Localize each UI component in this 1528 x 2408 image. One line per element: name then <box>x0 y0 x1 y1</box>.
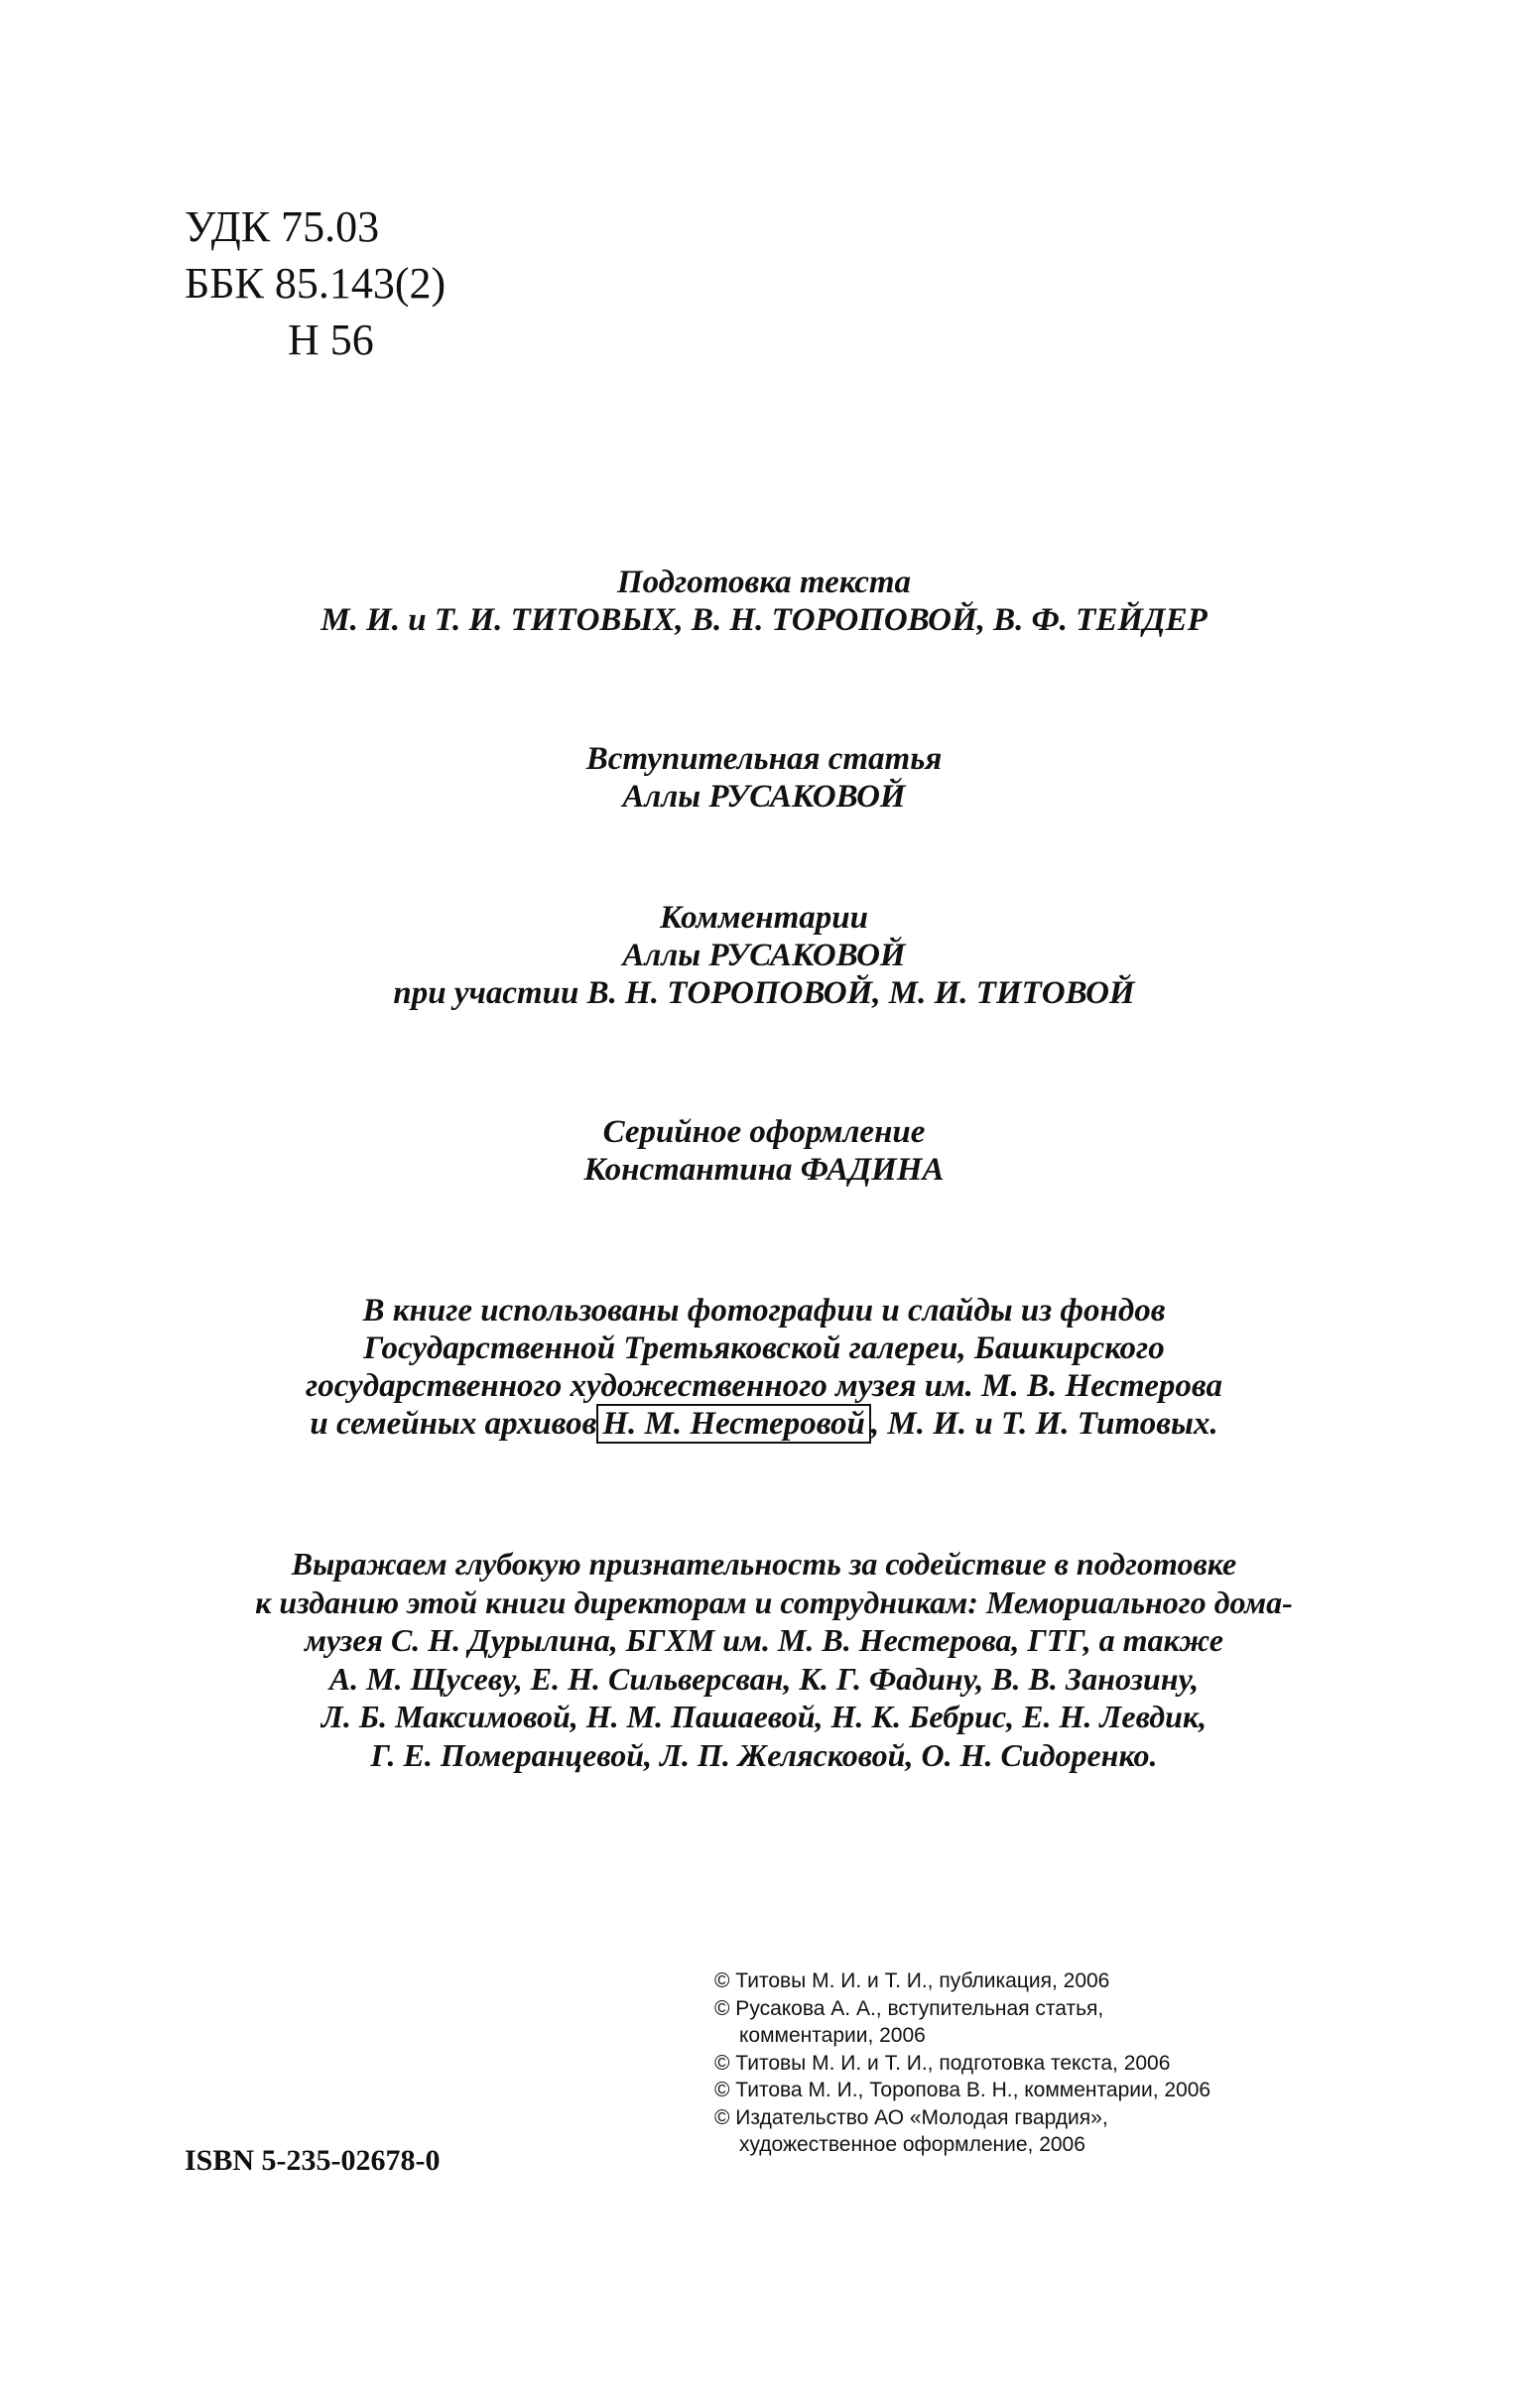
photo-sources-line: государственного художественного музея им. М. В. Нестерова <box>306 1368 1222 1404</box>
text-preparation-names: М. И. и Т. И. ТИТОВЫХ, В. Н. ТОРОПОВОЙ, В. Ф. ТЕЙДЕР <box>320 602 1208 638</box>
copyright-line: © Титовы М. И. и Т. И., публикация, 2006 <box>714 1969 1110 1992</box>
photo-sources-block <box>0 1292 1528 1443</box>
author-mark: Н 56 <box>288 316 374 364</box>
acknowledgement-line: А. М. Щусеву, Е. Н. Сильверсван, К. Г. Фадину, В. В. Занозину, <box>328 1660 1200 1697</box>
acknowledgements-block <box>0 1545 1528 1774</box>
archives-text: и семейных архивов <box>310 1406 597 1442</box>
acknowledgement-line: Л. Б. Максимовой, Н. М. Пашаевой, Н. К. Бебрис, Е. Н. Левдик, <box>320 1699 1208 1734</box>
acknowledgement-line: Выражаем глубокую признательность за содействие в подготовке <box>291 1546 1237 1582</box>
commentary-block <box>0 899 1528 1012</box>
photo-sources-line: В книге использованы фотографии и слайды из фондов <box>362 1293 1166 1329</box>
copyright-line: комментарии, 2006 <box>739 2024 926 2047</box>
series-design-heading: Серийное оформление <box>602 1114 926 1150</box>
text-preparation-heading: Подготовка текста <box>616 565 912 600</box>
photo-sources-line: Государственной Третьяковской галереи, Башкирского <box>363 1331 1165 1366</box>
acknowledgement-line: к изданию этой книги директорам и сотрудникам: Мемориального дома- <box>255 1584 1293 1620</box>
series-design-block <box>0 1113 1528 1189</box>
copyright-line: © Русакова А. А., вступительная статья, <box>714 1996 1104 2020</box>
isbn: ISBN 5-235-02678-0 <box>185 2144 441 2177</box>
copyright-line: © Титовы М. И. и Т. И., подготовка текста, 2006 <box>714 2051 1171 2075</box>
photo-sources-line <box>0 1405 1528 1443</box>
intro-article-block <box>0 740 1528 816</box>
copyright-line: © Титова М. И., Торопова В. Н., комментарии, 2006 <box>714 2079 1211 2101</box>
udk-code: УДК 75.03 <box>185 202 380 251</box>
archives-text-end: , М. И. и Т. И. Титовых. <box>870 1406 1218 1442</box>
classification-block <box>185 198 446 368</box>
commentary-author: Аллы РУСАКОВОЙ <box>622 938 906 973</box>
commentary-participants: при участии В. Н. ТОРОПОВОЙ, М. И. ТИТОВОЙ <box>393 975 1135 1011</box>
copyright-line: художественное оформление, 2006 <box>739 2133 1085 2156</box>
text-preparation-block <box>0 564 1528 639</box>
intro-article-heading: Вступительная статья <box>585 741 943 777</box>
copyright-line: © Издательство АО «Молодая гвардия», <box>714 2105 1108 2129</box>
copyright-block <box>714 1967 1210 2159</box>
boxed-name: Н. М. Нестеровой <box>596 1404 871 1444</box>
series-design-designer: Константина ФАДИНА <box>583 1152 945 1188</box>
intro-article-author: Аллы РУСАКОВОЙ <box>622 779 906 815</box>
commentary-heading: Комментарии <box>660 900 868 936</box>
bbk-code: ББК 85.143(2) <box>185 259 446 308</box>
acknowledgement-line: музея С. Н. Дурылина, БГХМ им. М. В. Нестерова, ГТГ, а также <box>305 1622 1223 1658</box>
acknowledgement-line: Г. Е. Померанцевой, Л. П. Желясковой, О. Н. Сидоренко. <box>370 1736 1158 1773</box>
